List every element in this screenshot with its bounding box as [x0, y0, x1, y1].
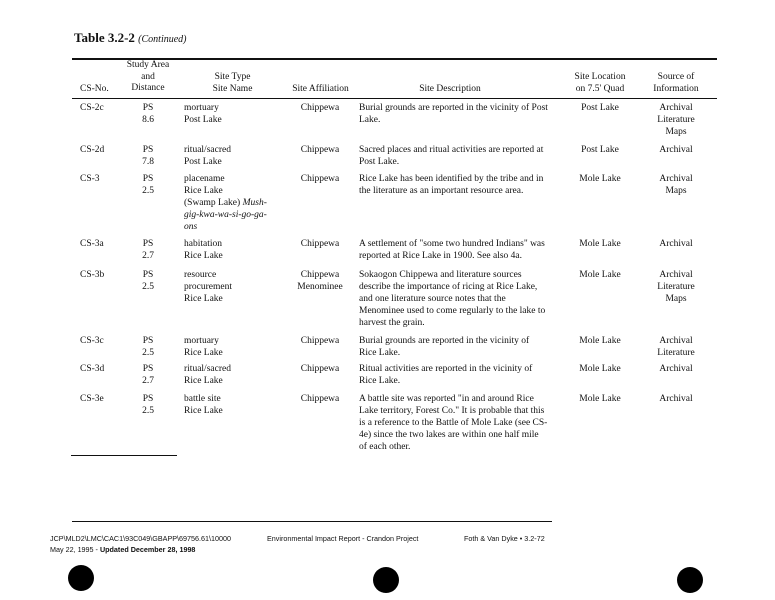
cell-src: Archival: [659, 239, 693, 249]
cell-type: placename Rice Lake (Swamp Lake) Mush- gig-kwa-wa-si-go-ga- ons: [184, 174, 267, 232]
footer-center: Environmental Impact Report - Crandon Project: [267, 534, 419, 543]
cell-desc: Sacred places and ritual activities are reported at Post Lake.: [359, 145, 544, 167]
footer-right: Foth & Van Dyke • 3.2-72: [464, 534, 545, 543]
cell-aff: Chippewa: [300, 364, 340, 374]
footer-date: [50, 545, 195, 555]
cell-loc: Post Lake: [581, 103, 619, 113]
end-rule: [71, 455, 177, 456]
header-site-type: Site Type Site Name: [212, 72, 253, 94]
cell-area: PS 2.7: [142, 364, 154, 386]
header-description: Site Description: [419, 84, 481, 94]
cell-desc: A settlement of "some two hundred Indians" was reported at Rice Lake in 1900. See also 4a.: [359, 239, 545, 261]
table-title-text: Table 3.2-2: [74, 30, 135, 45]
cell-src: Archival: [659, 145, 693, 155]
cell-id: CS-3: [80, 174, 100, 184]
cell-desc: Sokaogon Chippewa and literature sources describe the importance of ricing at Rice Lake, and one literature source notes that the Menominee used to come regularly to the lake to harvest the grain.: [359, 270, 546, 328]
cell-aff: Chippewa: [300, 174, 340, 184]
cell-desc: Burial grounds are reported in the vicinity of Post Lake.: [359, 103, 548, 125]
cell-type: ritual/sacred Rice Lake: [184, 364, 231, 386]
cell-aff: Chippewa: [300, 239, 340, 249]
cell-id: CS-2c: [80, 103, 104, 113]
cell-loc: Mole Lake: [579, 364, 621, 374]
cell-desc: Rice Lake has been identified by the tribe and in the literature as an important resource area.: [359, 174, 544, 196]
cell-aff: Chippewa: [300, 145, 340, 155]
table-title: [74, 30, 187, 46]
cell-loc: Mole Lake: [579, 394, 621, 404]
cell-type: resource procurement Rice Lake: [184, 270, 233, 304]
cell-id: CS-3d: [80, 364, 105, 374]
header-location: Site Location on 7.5' Quad: [574, 72, 626, 94]
cell-area: PS 2.5: [142, 270, 154, 292]
cell-src: Archival Maps: [659, 174, 693, 196]
cell-id: CS-3e: [80, 394, 104, 404]
cell-loc: Mole Lake: [579, 239, 621, 249]
header-study-area: Study Area and Distance: [126, 60, 170, 93]
cell-desc: Ritual activities are reported in the vicinity of Rice Lake.: [359, 364, 533, 386]
cell-loc: Mole Lake: [579, 336, 621, 346]
cell-type: mortuary Post Lake: [184, 103, 222, 125]
cell-aff: Chippewa: [300, 394, 340, 404]
cell-loc: Post Lake: [581, 145, 619, 155]
cell-area: PS 7.8: [142, 145, 154, 167]
cell-id: CS-3b: [80, 270, 105, 280]
footer-path: JCP\MLD2\LMC\CAC1\93C049\GBAPP\69756.61\10000: [50, 534, 231, 543]
cell-loc: Mole Lake: [579, 174, 621, 184]
cell-id: CS-3c: [80, 336, 104, 346]
cell-desc: Burial grounds are reported in the vicinity of Rice Lake.: [359, 336, 530, 358]
header-cs-no: CS-No.: [80, 84, 109, 94]
binder-hole-right: [677, 567, 703, 593]
cell-src: Archival Literature: [657, 336, 695, 358]
cell-src: Archival: [659, 394, 693, 404]
cell-area: PS 2.7: [142, 239, 154, 261]
cell-src: Archival: [659, 364, 693, 374]
cell-aff: Chippewa Menominee: [297, 270, 343, 292]
footer-date-plain: May 22, 1995 -: [50, 545, 100, 554]
cell-type: habitation Rice Lake: [184, 239, 223, 261]
cell-desc: A battle site was reported "in and around Rice Lake territory, Forest Co." It is probable that this is a reference to the Battle of Mole Lake (see CS- 4e) since the two lakes are within one half mile of each other.: [359, 394, 548, 452]
binder-hole-left: [68, 565, 94, 591]
cell-src: Archival Literature Maps: [657, 270, 695, 304]
cell-src: Archival Literature Maps: [657, 103, 695, 137]
cell-id: CS-2d: [80, 145, 105, 155]
binder-hole-center: [373, 567, 399, 593]
header-affiliation: Site Affiliation: [292, 84, 349, 94]
cell-type: mortuary Rice Lake: [184, 336, 223, 358]
cell-type: ritual/sacred Post Lake: [184, 145, 231, 167]
header-bottom-rule: [72, 98, 717, 99]
cell-area: PS 8.6: [142, 103, 154, 125]
cell-area: PS 2.5: [142, 336, 154, 358]
cell-aff: Chippewa: [300, 336, 340, 346]
cell-aff: Chippewa: [300, 103, 340, 113]
cell-area: PS 2.5: [142, 174, 154, 196]
cell-area: PS 2.5: [142, 394, 154, 416]
header-source: Source of Information: [653, 72, 699, 94]
footer-rule: [72, 521, 552, 522]
cell-id: CS-3a: [80, 239, 104, 249]
cell-loc: Mole Lake: [579, 270, 621, 280]
table-continued-label: (Continued): [138, 34, 187, 45]
cell-type: battle site Rice Lake: [184, 394, 223, 416]
footer-date-updated: Updated December 28, 1998: [99, 545, 196, 554]
